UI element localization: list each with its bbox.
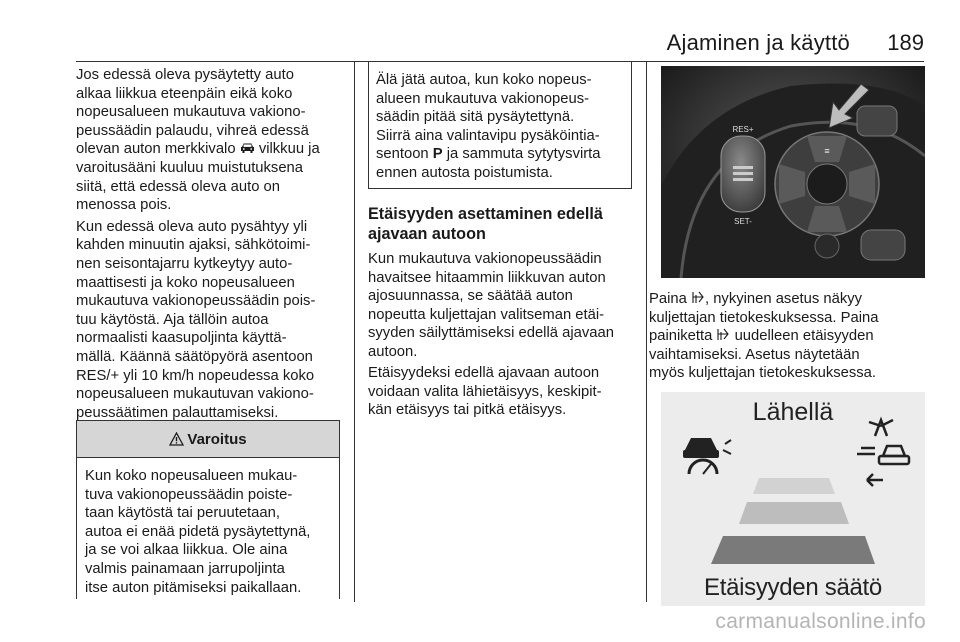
notice-text-a: Älä jätä autoa, kun koko nopeus- alueen mukautuva vakionopeus- säädin pitää sitä pysäytettynä. Siirrä aina valintavipu pysäköintia- sentoon [376, 72, 600, 163]
column-1 [76, 66, 342, 425]
caption-text-2: , nykyinen asetus näkyy kuljettajan tietokeskuksessa. Paina painiketta [649, 291, 879, 345]
distance-setting-label: Lähellä [752, 398, 834, 426]
section-paragraph-1: Kun mukautuva vakionopeussäädin havaitsee hitaammin liikkuvan auton ajosuunnassa, se säätää auton nopeutta kuljettajan valitseman etäi- syyden säilyttämiseksi edellä ajavaan autoon. [368, 251, 614, 360]
warning-title: Varoitus [187, 430, 247, 448]
car-front-icon [240, 142, 255, 154]
page-number: 189 [887, 30, 924, 55]
caption-text-1: Paina [649, 291, 691, 307]
column-divider-1 [354, 62, 355, 602]
notice-box [368, 62, 632, 189]
notice-body [369, 62, 631, 183]
section-paragraph-2: Etäisyydeksi edellä ajavaan autoon voidaan valita lähietäisyys, keskipit- kän etäisyys tai pitkä etäisyys. [368, 365, 602, 419]
following-distance-icon [716, 328, 730, 341]
speedometer-car-icon [683, 438, 731, 474]
warning-triangle-icon [169, 432, 184, 446]
notice-text-bold: P [432, 146, 443, 163]
paragraph-standstill: Kun edessä oleva auto pysähtyy yli kahden minuutin ajaksi, sähkötoimi- nen seisontajarru kytkeytyy auto- maattisesti ja koko nopeusalueen mukautuva vakionopeussäädin pois- tuu käytöstä. Aja tällöin autoa normaalisti kaasupoljinta käyttä- mällä. Käännä säätöpyörä asentoon RES/+ yli 10 km/h nopeudessa koko nopeusalueen mukautuvan vakiono- peussäätimen palauttamiseksi. [76, 218, 316, 421]
res-label: RES+ [732, 125, 754, 134]
set-label: SET- [734, 217, 752, 226]
photo-caption [649, 290, 929, 383]
caption-text-3: uudelleen etäisyyden vaihtamiseksi. Asetus näytetään myös kuljettajan tietokeskuksessa. [649, 328, 876, 382]
paragraph-text: Jos edessä oleva pysäytetty auto alkaa liikkua eteenpäin eikä koko nopeusalueen mukautuva vakiono- peussäädin palaudu, vihreä edessä olevan auton merkkivalo [76, 67, 309, 158]
warning-box [76, 420, 340, 599]
svg-text:≡: ≡ [824, 146, 830, 156]
warning-body: Kun koko nopeusalueen mukau- tuva vakionopeussäädin poiste- taan käytöstä tai peruutetaan, autoa ei enää pidetä pysäytettynä, ja se voi alkaa liikkua. Ole aina valmis painamaan jarrupoljinta itse auton pitämiseksi paikallaan. [85, 468, 311, 596]
warning-header [77, 421, 339, 458]
paragraph-car-indicator [76, 66, 342, 215]
column-divider-2 [646, 62, 647, 602]
steering-wheel-photo [661, 66, 925, 278]
chapter-title: Ajaminen ja käyttö [666, 30, 850, 55]
steering-wheel-illustration [661, 66, 925, 278]
driver-info-display [661, 392, 925, 606]
distance-adjust-label: Etäisyyden säätö [704, 574, 882, 601]
watermark: carmanualsonline.info [715, 610, 926, 633]
paragraph-text-tail: vilkkuu ja varoitusääni kuuluu muistutuksena siitä, että edessä oleva auto on menossa pois. [76, 141, 320, 214]
section-heading: Etäisyyden asettaminen edellä ajavaan autoon [368, 205, 603, 243]
notice-text-b: ja sammuta sytytysvirta ennen autosta poistumista. [376, 146, 601, 181]
following-distance-icon [691, 291, 705, 304]
car-ahead-icon [857, 420, 909, 486]
page-header [0, 0, 960, 62]
